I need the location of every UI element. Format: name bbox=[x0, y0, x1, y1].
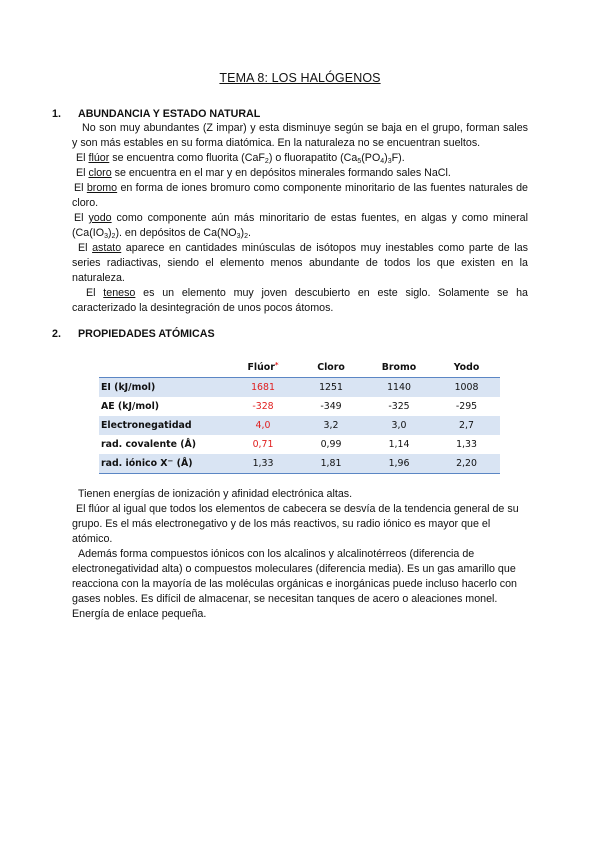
paragraph-yodo bbox=[72, 211, 528, 241]
text: El bbox=[86, 287, 104, 299]
cell-yodo: 2,20 bbox=[433, 454, 500, 474]
paragraph: No son muy abundantes (Z impar) y esta disminuye según se baja en el grupo, forman sales y son más estables en su forma diatómica. En la naturaleza no se encuentran sueltos. bbox=[72, 122, 528, 149]
term-cloro: cloro bbox=[88, 167, 112, 179]
cell-fluor: 1681 bbox=[229, 378, 297, 398]
text: . bbox=[248, 227, 251, 239]
text: ) bbox=[384, 152, 388, 164]
cell-cloro: -349 bbox=[320, 401, 342, 412]
text: como componente aún más minoritario de estas fuentes, en algas y como mineral (Ca(IO bbox=[72, 212, 528, 239]
section-2-title: PROPIEDADES ATÓMICAS bbox=[78, 328, 215, 340]
page-title: TEMA 8: LOS HALÓGENOS bbox=[219, 71, 381, 85]
paragraph-teneso bbox=[72, 286, 528, 316]
section-1-title: ABUNDANCIA Y ESTADO NATURAL bbox=[78, 108, 261, 120]
text: ) bbox=[107, 227, 112, 239]
section-1-body bbox=[72, 121, 528, 316]
text: en forma de iones bromuro como componente minoritario de las fuentes naturales de cloro. bbox=[72, 182, 528, 209]
text: es un elemento muy joven descubierto en este siglo. Solamente se ha caracterizado la desintegración de unos pocos átomos. bbox=[72, 287, 528, 314]
subscript: 3 bbox=[236, 233, 241, 240]
term-yodo: yodo bbox=[88, 212, 112, 224]
cell-bromo: 3,0 bbox=[365, 416, 433, 435]
cell-cloro: 0,99 bbox=[320, 439, 342, 450]
subscript: 2 bbox=[111, 233, 116, 240]
header-label: Flúor bbox=[247, 361, 275, 373]
text: se encuentra en el mar y en depósitos minerales formando sales NaCl. bbox=[111, 167, 451, 179]
subscript: 2 bbox=[244, 233, 248, 240]
superscript: − bbox=[167, 457, 174, 465]
cell-bromo: 1,96 bbox=[365, 454, 433, 474]
section-2-number: 2. bbox=[52, 328, 61, 340]
paragraph: El flúor al igual que todos los elementos de cabecera se desvía de la tendencia general de su grupo. Es el más electronegativo y de los más reactivos, su radio iónico es mayor que el atómico. bbox=[72, 503, 519, 545]
cell-yodo: -295 bbox=[455, 401, 478, 412]
cell-bromo: 1140 bbox=[365, 378, 433, 398]
label-text: rad. iónico X bbox=[101, 458, 168, 469]
row-label: Electronegatidad bbox=[99, 416, 229, 435]
cell-yodo: 2,7 bbox=[433, 416, 500, 435]
subscript: 2 bbox=[264, 158, 269, 165]
text: ) o fluorapatito (Ca bbox=[268, 152, 358, 164]
row-label bbox=[99, 454, 229, 474]
cell-cloro: 1,81 bbox=[297, 454, 365, 474]
text: El bbox=[74, 182, 87, 194]
row-label: rad. covalente (Å) bbox=[101, 439, 197, 450]
col-header-bromo: Bromo bbox=[365, 357, 433, 378]
text: El bbox=[74, 212, 89, 224]
term-fluor: flúor bbox=[88, 152, 110, 164]
table-row bbox=[99, 378, 500, 398]
cell-bromo: -325 bbox=[388, 401, 410, 412]
section-1-heading bbox=[52, 108, 260, 120]
asterisk-mark: * bbox=[274, 360, 279, 369]
paragraph: Tienen energías de ionización y afinidad electrónica altas. bbox=[78, 488, 353, 500]
cell-cloro: 1251 bbox=[297, 378, 365, 398]
text: (PO bbox=[361, 152, 381, 164]
section-2-heading bbox=[52, 328, 215, 340]
subscript: 3 bbox=[104, 233, 108, 240]
paragraph-cloro bbox=[72, 166, 528, 181]
paragraph-fluor bbox=[72, 151, 528, 166]
text: ). en depósitos de Ca(NO bbox=[115, 227, 237, 239]
subscript: 5 bbox=[357, 158, 362, 165]
subscript: 4 bbox=[380, 158, 385, 165]
properties-table bbox=[99, 357, 500, 474]
col-header-cloro: Cloro bbox=[297, 357, 365, 378]
term-astato: astato bbox=[92, 242, 122, 254]
table-corner bbox=[99, 357, 229, 378]
table-row bbox=[99, 435, 500, 454]
cell-fluor: 4,0 bbox=[229, 416, 297, 435]
section-2-body bbox=[72, 487, 528, 622]
paragraph-astato bbox=[72, 241, 528, 286]
cell-fluor: 0,71 bbox=[252, 439, 274, 450]
table-row bbox=[99, 397, 500, 416]
row-label: EI (kJ/mol) bbox=[99, 378, 229, 398]
text: El bbox=[76, 167, 89, 179]
col-header-fluor bbox=[229, 357, 297, 378]
cell-bromo: 1,14 bbox=[388, 439, 410, 450]
text: aparece en cantidades minúsculas de isótopos muy inestables como parte de las series radiactivas, siendo el elemento menos abundante de todos los que existen en la naturaleza. bbox=[72, 242, 528, 284]
term-teneso: teneso bbox=[103, 287, 136, 299]
row-label: AE (kJ/mol) bbox=[101, 401, 160, 412]
table-row bbox=[99, 454, 500, 474]
label-text: (Å) bbox=[173, 458, 193, 469]
text: El bbox=[76, 152, 89, 164]
cell-fluor: 1,33 bbox=[229, 454, 297, 474]
cell-cloro: 3,2 bbox=[297, 416, 365, 435]
term-bromo: bromo bbox=[86, 182, 118, 194]
col-header-yodo: Yodo bbox=[433, 357, 500, 378]
text: El bbox=[78, 242, 93, 254]
text: ) bbox=[240, 227, 245, 239]
text: F). bbox=[391, 152, 405, 164]
subscript: 3 bbox=[387, 158, 392, 165]
cell-yodo: 1008 bbox=[433, 378, 500, 398]
cell-yodo: 1,33 bbox=[456, 439, 477, 450]
cell-fluor: -328 bbox=[252, 401, 274, 412]
paragraph: Además forma compuestos iónicos con los alcalinos y alcalinotérreos (diferencia de electronegatividad alta) o compuestos moleculares (diferencia media). Es un gas amarillo que reacciona con la mayoría de las moléculas orgánicas e inorgánicas puede incluso hacerlo con gases nobles. Es difícil de almacenar, se necesitan tanques de acero o aleaciones monel. Energía de enlace pequeña. bbox=[72, 548, 517, 620]
paragraph-bromo bbox=[72, 181, 528, 211]
text: se encuentra como fluorita (CaF bbox=[109, 152, 265, 164]
table-row bbox=[99, 416, 500, 435]
table-header-row bbox=[99, 357, 500, 378]
section-1-number: 1. bbox=[52, 108, 61, 120]
